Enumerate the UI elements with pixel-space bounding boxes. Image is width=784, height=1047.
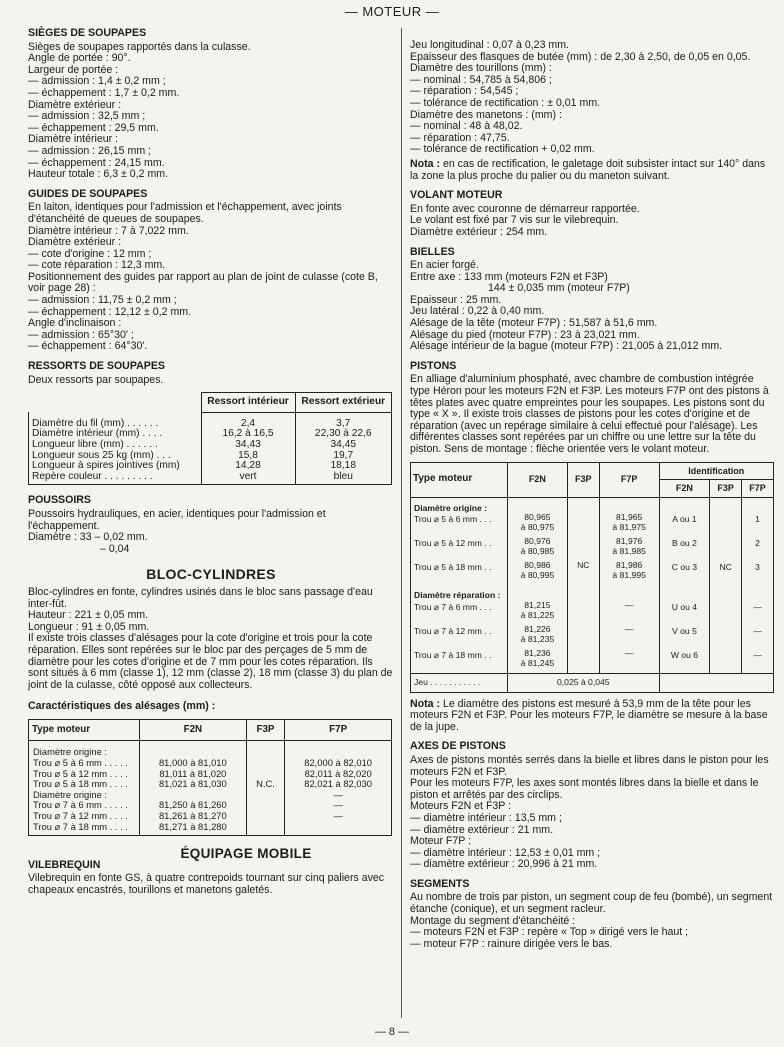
table-cell bbox=[710, 649, 742, 674]
bloc-body bbox=[28, 587, 394, 691]
volant-body bbox=[410, 204, 776, 239]
bielles-line-7: Alésage intérieur de la bague (moteur F7P) : 21,005 à 21,012 mm. bbox=[410, 340, 723, 353]
ressorts-table bbox=[28, 392, 392, 485]
table-cell: 81,226 à 81,235 bbox=[508, 625, 568, 649]
table-cell: bleu bbox=[295, 472, 392, 485]
text-line: Au nombre de trois par piston, un segment coup de feu (bombé), un segment étanche (conique), et un segment racleur. bbox=[410, 891, 773, 916]
vilebrequin-body bbox=[28, 873, 394, 896]
text-line: — échappement : 64°30'. bbox=[28, 340, 148, 353]
pistons-note-text: Le diamètre des pistons est mesuré à 53,9 mm de la tête pour les moteurs F2N et F3P. Pour les moteurs F7P, le diamètre se mesure à la base de la jupe. bbox=[410, 697, 768, 733]
pistons-note-label: Nota : bbox=[410, 697, 441, 710]
text-line: Angle de portée : 90°. bbox=[28, 52, 131, 65]
table-cell: — bbox=[599, 601, 659, 625]
table-cell bbox=[567, 601, 599, 625]
pistons-header-type: Type moteur bbox=[411, 462, 508, 497]
table-cell: 80,986 à 80,995 bbox=[508, 561, 568, 585]
table-cell: 2,4 bbox=[201, 412, 295, 429]
table-cell: 22,30 à 22,6 bbox=[295, 429, 392, 440]
table-row bbox=[411, 649, 774, 674]
table-cell: 81,271 à 81,280 bbox=[140, 822, 247, 836]
table-cell: 81,215 à 81,225 bbox=[508, 601, 568, 625]
text-line: — échappement : 12,12 ± 0,2 mm. bbox=[28, 305, 192, 318]
table-cell: Diamètre origine : bbox=[29, 790, 140, 801]
table-cell bbox=[710, 513, 742, 537]
section-title-poussoirs: POUSSOIRS bbox=[28, 494, 91, 507]
section-title-volant: VOLANT MOTEUR bbox=[410, 189, 503, 202]
pistons-sub-f7p: F7P bbox=[742, 480, 774, 498]
vil-note-label: Nota : bbox=[410, 157, 441, 170]
section-title-alesages: Caractéristiques des alésages (mm) : bbox=[28, 700, 216, 713]
right-column bbox=[410, 40, 776, 950]
text-line: Moteur F7P : bbox=[410, 835, 472, 848]
table-cell: 2 bbox=[742, 537, 774, 561]
empty-cell bbox=[710, 497, 742, 513]
table-cell: NC bbox=[710, 561, 742, 585]
section-title-vilebrequin: VILEBREQUIN bbox=[28, 858, 101, 871]
table-cell: Longueur libre (mm) . . . . . . bbox=[29, 440, 202, 451]
table-cell: Trou ⌀ 5 à 12 mm . . bbox=[411, 537, 508, 561]
text-line: Diamètre intérieur : bbox=[28, 133, 119, 146]
table-cell bbox=[246, 822, 285, 836]
vilebrequin-cont-body bbox=[410, 40, 776, 156]
text-line: — tolérance de rectification + 0,02 mm. bbox=[410, 143, 595, 156]
section-title-segments: SEGMENTS bbox=[410, 877, 470, 890]
text-line: En fonte avec couronne de démarreur rapportée. bbox=[410, 202, 640, 215]
table-cell: — bbox=[742, 649, 774, 674]
table-cell: 81,250 à 81,260 bbox=[140, 800, 247, 811]
table-cell: Longueur sous 25 kg (mm) . . . bbox=[29, 451, 202, 462]
text-line: Diamètre des tourillons (mm) : bbox=[410, 62, 552, 75]
text-line: Largeur de portée : bbox=[28, 63, 119, 76]
text-line: — échappement : 24,15 mm. bbox=[28, 156, 165, 169]
text-line: Diamètre extérieur : bbox=[28, 98, 122, 111]
table-cell: 34,45 bbox=[295, 440, 392, 451]
empty-cell bbox=[599, 497, 659, 513]
text-line: Il existe trois classes d'alésages pour la cote d'origine et trois pour la cote réparation. Elles sont repérées sur le bloc par des perçages de 5 mm de diamètre pour les cotes d'origine et de 7 mm pour les cotes réparation. Ils sont situés à 6 mm (classe 1), 12 mm (classe 2), 18 mm (classe 3) du plan de joint de la culasse, côté opposé aux collecteurs. bbox=[28, 632, 393, 691]
table-row bbox=[411, 561, 774, 585]
section-title-bielles: BIELLES bbox=[410, 245, 455, 258]
table-cell: 81,965 à 81,975 bbox=[599, 513, 659, 537]
text-line: — tolérance de rectification : ± 0,01 mm. bbox=[410, 96, 601, 109]
text-line: Vilebrequin en fonte GS, à quatre contrepoids tournant sur cinq paliers avec chapeaux encastrés, tourillons et manetons galetés. bbox=[28, 872, 385, 896]
table-row bbox=[411, 513, 774, 537]
text-line: Le volant est fixé par 7 vis sur le vilebrequin. bbox=[410, 214, 619, 227]
text-line: Moteurs F2N et F3P : bbox=[410, 800, 512, 813]
text-line: Diamètre des manetons : (mm) : bbox=[410, 108, 562, 121]
guides-body bbox=[28, 202, 394, 353]
pistons-sub-f3p: F3P bbox=[710, 480, 742, 498]
table-cell: A ou 1 bbox=[659, 513, 710, 537]
table-cell: 81,976 à 81,985 bbox=[599, 537, 659, 561]
text-line: — réparation : 47,75. bbox=[410, 131, 510, 144]
text-line: — admission : 1,4 ± 0,2 mm ; bbox=[28, 75, 166, 88]
bielles-line-1: Entre axe : 133 mm (moteurs F2N et F3P) bbox=[410, 270, 608, 283]
table-row bbox=[29, 472, 392, 485]
table-cell: Trou ⌀ 5 à 18 mm . . bbox=[411, 561, 508, 585]
table-cell: 18,18 bbox=[295, 461, 392, 472]
text-line: — diamètre intérieur : 13,5 mm ; bbox=[410, 811, 562, 824]
alesages-header-f7p: F7P bbox=[285, 719, 392, 741]
table-cell: Diamètre intérieur (mm) . . . . bbox=[29, 429, 202, 440]
text-line: — cote réparation : 12,3 mm. bbox=[28, 259, 166, 272]
table-cell bbox=[567, 513, 599, 537]
ressorts-header-exterieur: Ressort extérieur bbox=[295, 393, 392, 413]
empty-cell bbox=[567, 585, 599, 601]
ressorts-header-interieur: Ressort intérieur bbox=[201, 393, 295, 413]
poussoirs-line: Poussoirs hydrauliques, en acier, identiques pour l'admission et l'échappement. bbox=[28, 507, 326, 532]
text-line: Axes de pistons montés serrés dans la bielle et libres dans le piston pour les moteurs F2N et F3P. bbox=[410, 753, 769, 778]
text-line: — moteurs F2N et F3P : repère « Top » dirigé vers le haut ; bbox=[410, 926, 689, 939]
section-title-equipage: ÉQUIPAGE MOBILE bbox=[180, 846, 312, 862]
empty-cell bbox=[567, 497, 599, 513]
text-line: Diamètre intérieur : 7 à 7,022 mm. bbox=[28, 224, 189, 237]
table-cell: 81,021 à 81,030 bbox=[140, 779, 247, 790]
ressorts-intro: Deux ressorts par soupapes. bbox=[28, 373, 164, 386]
text-line: Bloc-cylindres en fonte, cylindres usinés dans le bloc sans passage d'eau inter-fût. bbox=[28, 585, 373, 610]
left-column bbox=[28, 28, 394, 897]
empty-cell bbox=[742, 585, 774, 601]
text-line: — échappement : 1,7 ± 0,2 mm. bbox=[28, 86, 180, 99]
text-line: En laiton, identiques pour l'admission et l'échappement, avec joints d'étanchéité de queues de soupapes. bbox=[28, 201, 342, 225]
empty-cell bbox=[659, 585, 710, 601]
text-line: Epaisseur des flasques de butée (mm) : de 2,30 à 2,50, de 0,05 en 0,05. bbox=[410, 50, 751, 63]
text-line: Longueur : 91 ± 0,05 mm. bbox=[28, 620, 150, 633]
table-cell bbox=[246, 800, 285, 811]
pistons-sub-f2n: F2N bbox=[659, 480, 710, 498]
table-cell: Trou ⌀ 5 à 6 mm . . . bbox=[411, 513, 508, 537]
table-cell: W ou 6 bbox=[659, 649, 710, 674]
column-divider bbox=[401, 28, 402, 1018]
empty-cell bbox=[599, 585, 659, 601]
table-cell bbox=[710, 601, 742, 625]
table-cell: — bbox=[742, 625, 774, 649]
table-cell: Jeu . . . . . . . . . . . bbox=[411, 673, 508, 692]
table-cell: C ou 3 bbox=[659, 561, 710, 585]
table-cell bbox=[246, 758, 285, 769]
text-line: Montage du segment d'étanchéité : bbox=[410, 914, 576, 927]
bielles-line-4: Jeu latéral : 0,22 à 0,40 mm. bbox=[410, 305, 545, 318]
table-row bbox=[29, 440, 392, 451]
table-cell: 1 bbox=[742, 513, 774, 537]
section-title-pistons: PISTONS bbox=[410, 359, 457, 372]
table-cell: — bbox=[599, 625, 659, 649]
pistons-header-f3p: F3P bbox=[567, 462, 599, 497]
table-cell: 0,025 à 0,045 bbox=[508, 673, 660, 692]
table-cell: — bbox=[742, 601, 774, 625]
table-row bbox=[411, 497, 774, 513]
table-cell: Trou ⌀ 7 à 18 mm . . bbox=[411, 649, 508, 674]
text-line: — admission : 65°30' ; bbox=[28, 328, 134, 341]
table-cell: Diamètre origine : bbox=[29, 741, 140, 758]
axes-body bbox=[410, 755, 776, 871]
section-label: Diamètre réparation : bbox=[411, 585, 508, 601]
pistons-header-ident: Identification bbox=[659, 462, 773, 480]
text-line: — diamètre extérieur : 20,996 à 21 mm. bbox=[410, 858, 598, 871]
table-cell: 82,021 à 82,030 bbox=[285, 779, 392, 790]
section-title-sieges: SIÈGES DE SOUPAPES bbox=[28, 27, 147, 39]
table-cell: 14,28 bbox=[201, 461, 295, 472]
table-cell: — bbox=[599, 649, 659, 674]
text-line: Jeu longitudinal : 0,07 à 0,23 mm. bbox=[410, 39, 570, 51]
table-cell: 81,011 à 81,020 bbox=[140, 769, 247, 780]
table-cell: U ou 4 bbox=[659, 601, 710, 625]
text-line: Diamètre extérieur : bbox=[28, 236, 122, 249]
section-title-axes: AXES DE PISTONS bbox=[410, 740, 506, 753]
table-row bbox=[29, 412, 392, 429]
table-cell: B ou 2 bbox=[659, 537, 710, 561]
pistons-header-f2n: F2N bbox=[508, 462, 568, 497]
table-cell: 81,986 à 81,995 bbox=[599, 561, 659, 585]
section-title-guides: GUIDES DE SOUPAPES bbox=[28, 187, 148, 200]
bielles-line-3: Epaisseur : 25 mm. bbox=[410, 293, 502, 306]
table-row bbox=[411, 625, 774, 649]
text-line: — admission : 26,15 mm ; bbox=[28, 144, 152, 157]
text-line: — admission : 11,75 ± 0,2 mm ; bbox=[28, 294, 177, 307]
table-row bbox=[411, 537, 774, 561]
text-line: — diamètre extérieur : 21 mm. bbox=[410, 823, 554, 836]
table-row bbox=[29, 741, 392, 758]
table-cell bbox=[710, 625, 742, 649]
table-cell: Trou ⌀ 7 à 6 mm . . . bbox=[411, 601, 508, 625]
empty-cell bbox=[710, 585, 742, 601]
alesages-header-f2n: F2N bbox=[140, 719, 247, 741]
table-cell: 81,236 à 81,245 bbox=[508, 649, 568, 674]
sieges-body bbox=[28, 42, 394, 181]
table-cell: Trou ⌀ 7 à 6 mm . . . . . bbox=[29, 800, 140, 811]
page-number: — 8 — bbox=[374, 1026, 410, 1038]
table-cell: 16,2 à 16,5 bbox=[201, 429, 295, 440]
bielles-line-0: En acier forgé. bbox=[410, 259, 479, 272]
empty-cell bbox=[742, 497, 774, 513]
bielles-line-5: Alésage de la tête (moteur F7P) : 51,587 à 51,6 mm. bbox=[410, 317, 658, 330]
table-cell: 82,011 à 82,020 bbox=[285, 769, 392, 780]
pistons-text: En alliage d'aluminium phosphaté, avec chambre de combustion intégrée type Héron pour les moteurs F2N et F3P. Les moteurs F7P ont des pistons à têtes plates avec quatre empreintes pour les soupapes. Les pistons sont du type « X ». Il existe trois classes de pistons pour les cotes d'origine et de réparation (avec un repérage similaire à celui effectué pour l'alésage). Les différentes classes sont repérées par un chiffre ou une lettre sur la tête du piston. Sens de montage : flèche orientée vers le volant moteur. bbox=[410, 373, 769, 455]
table-cell: — bbox=[285, 790, 392, 801]
table-cell: Trou ⌀ 7 à 12 mm . . bbox=[411, 625, 508, 649]
table-cell: 82,000 à 82,010 bbox=[285, 758, 392, 769]
table-cell: Trou ⌀ 5 à 6 mm . . . . . bbox=[29, 758, 140, 769]
poussoirs-diam-tol: – 0,04 bbox=[100, 542, 130, 555]
empty-cell bbox=[659, 673, 773, 692]
table-cell: — bbox=[285, 811, 392, 822]
table-cell bbox=[246, 790, 285, 801]
table-cell: 15,8 bbox=[201, 451, 295, 462]
table-cell bbox=[567, 649, 599, 674]
table-cell bbox=[140, 741, 247, 758]
table-cell: Diamètre du fil (mm) . . . . . . bbox=[29, 412, 202, 429]
alesages-header-f3p: F3P bbox=[246, 719, 285, 741]
text-line: Hauteur : 221 ± 0,05 mm. bbox=[28, 609, 149, 622]
table-cell: — bbox=[285, 800, 392, 811]
text-line: Angle d'inclinaison : bbox=[28, 317, 122, 330]
section-title-ressorts: RESSORTS DE SOUPAPES bbox=[28, 360, 165, 373]
section-label: Diamètre origine : bbox=[411, 497, 508, 513]
table-row bbox=[411, 601, 774, 625]
section-title-bloc: BLOC-CYLINDRES bbox=[146, 566, 276, 583]
table-cell: 81,261 à 81,270 bbox=[140, 811, 247, 822]
table-cell: Trou ⌀ 5 à 12 mm . . . . bbox=[29, 769, 140, 780]
table-cell: vert bbox=[201, 472, 295, 485]
text-line: — diamètre intérieur : 12,53 ± 0,01 mm ; bbox=[410, 846, 601, 859]
table-row bbox=[411, 585, 774, 601]
table-cell: Trou ⌀ 7 à 12 mm . . . . bbox=[29, 811, 140, 822]
vil-note-text: en cas de rectification, le galetage doit subsister intact sur 140° dans la zone la plus proche du palier ou du maneton suivant. bbox=[410, 157, 766, 182]
table-cell: 80,965 à 80,975 bbox=[508, 513, 568, 537]
table-cell: 3 bbox=[742, 561, 774, 585]
poussoirs-diam: Diamètre : 33 – 0,02 mm. bbox=[28, 531, 148, 544]
page-header: — MOTEUR — bbox=[344, 4, 440, 19]
table-cell bbox=[567, 625, 599, 649]
text-line: Hauteur totale : 6,3 ± 0,2 mm. bbox=[28, 168, 169, 181]
table-cell: Trou ⌀ 7 à 18 mm . . . . bbox=[29, 822, 140, 836]
text-line: — réparation : 54,545 ; bbox=[410, 85, 519, 98]
alesages-header-type: Type moteur bbox=[29, 719, 140, 741]
text-line: — nominal : 48 à 48,02. bbox=[410, 120, 523, 133]
text-line: — échappement : 29,5 mm. bbox=[28, 121, 159, 134]
empty-cell bbox=[659, 497, 710, 513]
table-cell: 34,43 bbox=[201, 440, 295, 451]
table-cell: N.C. bbox=[246, 779, 285, 790]
text-line: — admission : 32,5 mm ; bbox=[28, 110, 146, 123]
table-cell: Longueur à spires jointives (mm) bbox=[29, 461, 202, 472]
text-line: — moteur F7P : rainure dirigée vers le bas. bbox=[410, 937, 613, 950]
table-cell bbox=[285, 822, 392, 836]
pistons-header-f7p: F7P bbox=[599, 462, 659, 497]
table-cell: 19,7 bbox=[295, 451, 392, 462]
text-line: Sièges de soupapes rapportés dans la culasse. bbox=[28, 40, 251, 53]
table-cell bbox=[246, 811, 285, 822]
empty-cell bbox=[508, 585, 568, 601]
segments-body bbox=[410, 892, 776, 950]
table-cell bbox=[246, 741, 285, 758]
table-cell: 80,976 à 80,985 bbox=[508, 537, 568, 561]
alesages-table bbox=[28, 719, 392, 836]
table-cell: Trou ⌀ 5 à 18 mm . . . . bbox=[29, 779, 140, 790]
table-row bbox=[411, 673, 774, 692]
pistons-table bbox=[410, 462, 774, 693]
table-cell: Repère couleur . . . . . . . . . bbox=[29, 472, 202, 485]
text-line: Diamètre extérieur : 254 mm. bbox=[410, 225, 548, 238]
text-line: — cote d'origine : 12 mm ; bbox=[28, 247, 152, 260]
table-row bbox=[29, 822, 392, 836]
table-cell: 3,7 bbox=[295, 412, 392, 429]
table-cell: V ou 5 bbox=[659, 625, 710, 649]
bielles-line-2: 144 ± 0,035 mm (moteur F7P) bbox=[488, 282, 630, 295]
text-line: Positionnement des guides par rapport au plan de joint de culasse (cote B, voir page 28) : bbox=[28, 270, 378, 295]
text-line: Pour les moteurs F7P, les axes sont montés libres dans la bielle et dans le piston et arrêtés par des circlips. bbox=[410, 777, 759, 801]
table-cell bbox=[710, 537, 742, 561]
empty-cell bbox=[508, 497, 568, 513]
bielles-line-6: Alésage du pied (moteur F7P) : 23 à 23,021 mm. bbox=[410, 328, 640, 341]
table-cell: 81,000 à 81,010 bbox=[140, 758, 247, 769]
table-cell: NC bbox=[567, 561, 599, 585]
text-line: — nominal : 54,785 à 54,806 ; bbox=[410, 73, 552, 86]
table-cell bbox=[567, 537, 599, 561]
table-cell bbox=[285, 741, 392, 758]
